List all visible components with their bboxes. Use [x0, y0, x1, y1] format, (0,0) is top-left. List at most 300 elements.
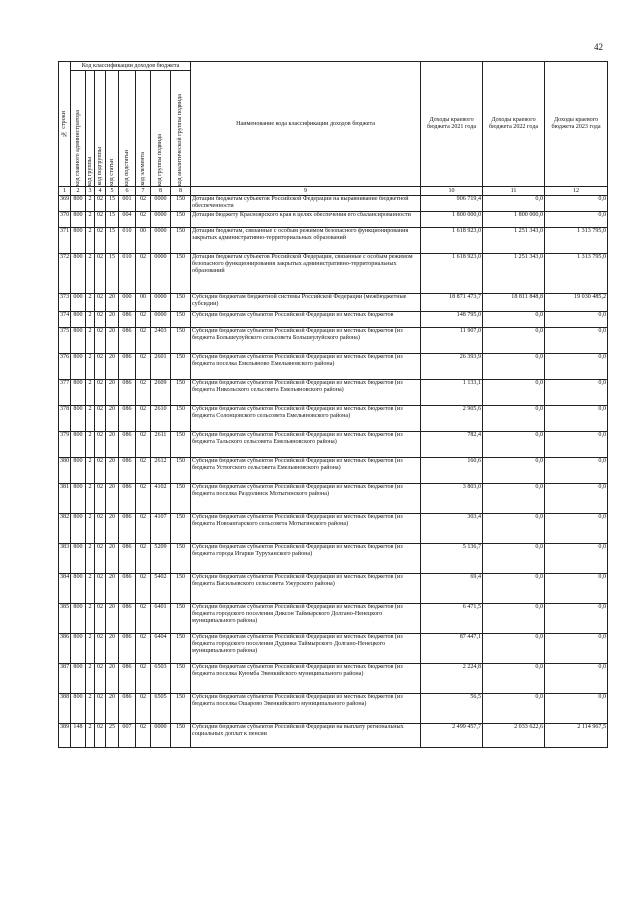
row-number: 370 [59, 212, 71, 228]
code-cell: 4107 [151, 514, 171, 544]
code-cell: 20 [106, 514, 119, 544]
row-number: 386 [59, 634, 71, 664]
row-number-header: № строки [59, 62, 71, 187]
income-2023-cell: 0,0 [545, 604, 608, 634]
column-number: 5 [106, 187, 119, 196]
code-cell: 02 [95, 432, 106, 458]
income-2022-cell: 0,0 [483, 432, 545, 458]
code-header: код подгруппы [95, 71, 106, 187]
income-2023-cell: 0,0 [545, 544, 608, 574]
name-cell: Субсидии бюджетам субъектов Российской Федерации из местных бюджетов (из бюджета поселка Раздолинск Мотыгинского района) [191, 484, 421, 514]
code-cell: 02 [136, 328, 151, 354]
income-2022-cell: 0,0 [483, 380, 545, 406]
income-2023-cell: 0,0 [545, 458, 608, 484]
column-number: 12 [545, 187, 608, 196]
income-2023-cell: 0,0 [545, 354, 608, 380]
income-2023-cell: 0,0 [545, 484, 608, 514]
name-cell: Субсидии бюджетам субъектов Российской Федерации из местных бюджетов (из бюджета городского поселения Диксон Таймырского Долгано-Ненецкого муниципального района) [191, 604, 421, 634]
code-cell: 800 [71, 354, 86, 380]
code-cell: 5402 [151, 574, 171, 604]
code-cell: 150 [171, 484, 191, 514]
code-cell: 800 [71, 228, 86, 254]
income-2022-cell: 0,0 [483, 694, 545, 724]
code-cell: 2612 [151, 458, 171, 484]
code-cell: 2 [86, 724, 95, 748]
code-cell: 086 [119, 574, 136, 604]
code-cell: 150 [171, 574, 191, 604]
row-number: 377 [59, 380, 71, 406]
code-cell: 20 [106, 664, 119, 694]
income-2023-cell: 0,0 [545, 574, 608, 604]
income-2022-cell: 0,0 [483, 634, 545, 664]
budget-revenue-table [58, 61, 608, 748]
income-2022-cell: 0,0 [483, 354, 545, 380]
code-cell: 086 [119, 328, 136, 354]
code-cell: 6401 [151, 604, 171, 634]
code-cell: 000 [71, 294, 86, 312]
code-cell: 000 [119, 294, 136, 312]
income-2022-cell: 0,0 [483, 544, 545, 574]
income-2023-cell: 0,0 [545, 212, 608, 228]
code-cell: 02 [136, 380, 151, 406]
code-cell: 20 [106, 294, 119, 312]
code-cell: 02 [136, 354, 151, 380]
code-cell: 20 [106, 432, 119, 458]
code-header: код элемента [136, 71, 151, 187]
code-cell: 0000 [151, 228, 171, 254]
code-cell: 2 [86, 694, 95, 724]
code-cell: 02 [95, 406, 106, 432]
code-cell: 2 [86, 458, 95, 484]
code-cell: 2 [86, 212, 95, 228]
income-2022-cell: 1 800 000,0 [483, 212, 545, 228]
row-number: 380 [59, 458, 71, 484]
income-2021-cell: 56,5 [421, 694, 483, 724]
name-column-header: Наименование кода классификации доходов бюджета [191, 62, 421, 187]
row-number: 375 [59, 328, 71, 354]
code-cell: 6503 [151, 664, 171, 694]
table-row [59, 544, 608, 574]
row-number: 388 [59, 694, 71, 724]
income-2021-cell: 87 447,1 [421, 634, 483, 664]
code-cell: 800 [71, 196, 86, 212]
income-2022-cell: 0,0 [483, 328, 545, 354]
code-cell: 2601 [151, 354, 171, 380]
code-cell: 15 [106, 254, 119, 294]
name-cell: Субсидии бюджетам субъектов Российской Федерации из местных бюджетов (из бюджета Тальского сельсовета Емельяновского района) [191, 432, 421, 458]
income-2023-cell: 0,0 [545, 312, 608, 328]
table-body [59, 196, 608, 748]
code-cell: 5209 [151, 544, 171, 574]
code-cell: 800 [71, 406, 86, 432]
code-cell: 086 [119, 406, 136, 432]
code-cell: 02 [136, 196, 151, 212]
code-cell: 086 [119, 664, 136, 694]
income-2021-cell: 303,4 [421, 514, 483, 544]
page-number: 42 [594, 42, 603, 52]
column-number: 7 [136, 187, 151, 196]
income-2021-cell: 782,4 [421, 432, 483, 458]
code-cell: 15 [106, 228, 119, 254]
income-2022-cell: 0,0 [483, 574, 545, 604]
code-cell: 02 [95, 574, 106, 604]
table-row [59, 212, 608, 228]
code-header: код главного администратора [71, 71, 86, 187]
code-cell: 02 [95, 694, 106, 724]
income-2021-cell: 1 133,1 [421, 380, 483, 406]
code-cell: 800 [71, 432, 86, 458]
code-cell: 086 [119, 484, 136, 514]
income-2021-cell: 160,6 [421, 458, 483, 484]
income-2023-cell: 0,0 [545, 432, 608, 458]
code-cell: 150 [171, 196, 191, 212]
code-cell: 800 [71, 574, 86, 604]
code-cell: 02 [95, 664, 106, 694]
income-2023-cell: 0,0 [545, 380, 608, 406]
code-cell: 150 [171, 724, 191, 748]
code-cell: 150 [171, 514, 191, 544]
table-row [59, 514, 608, 544]
code-cell: 0000 [151, 294, 171, 312]
code-cell: 02 [136, 664, 151, 694]
name-cell: Субсидии бюджетам субъектов Российской Федерации из местных бюджетов (из бюджета Никольского сельсовета Емельяновского района) [191, 380, 421, 406]
code-cell: 02 [95, 458, 106, 484]
code-cell: 0000 [151, 212, 171, 228]
code-cell: 20 [106, 380, 119, 406]
income-2021-cell: 148 795,0 [421, 312, 483, 328]
income-2023-header: Доходы краевого бюджета 2023 года [545, 62, 608, 187]
code-cell: 20 [106, 694, 119, 724]
code-cell: 2 [86, 544, 95, 574]
income-2021-header: Доходы краевого бюджета 2021 года [421, 62, 483, 187]
code-cell: 02 [136, 254, 151, 294]
row-number: 382 [59, 514, 71, 544]
code-cell: 02 [95, 380, 106, 406]
column-number: 4 [95, 187, 106, 196]
code-cell: 20 [106, 354, 119, 380]
code-cell: 010 [119, 228, 136, 254]
column-number: 10 [421, 187, 483, 196]
code-cell: 086 [119, 432, 136, 458]
income-2022-header: Доходы краевого бюджета 2022 года [483, 62, 545, 187]
code-cell: 02 [95, 312, 106, 328]
row-number: 374 [59, 312, 71, 328]
name-cell: Дотации бюджетам, связанные с особым режимом безопасного функционирования закрытых административно-территориальных образований [191, 228, 421, 254]
code-cell: 02 [136, 544, 151, 574]
column-number: 11 [483, 187, 545, 196]
code-header: код группы [86, 71, 95, 187]
column-number: 8 [151, 187, 171, 196]
column-number: 9 [191, 187, 421, 196]
code-cell: 02 [95, 634, 106, 664]
code-cell: 6404 [151, 634, 171, 664]
code-cell: 2 [86, 574, 95, 604]
income-2022-cell: 0,0 [483, 196, 545, 212]
code-cell: 800 [71, 212, 86, 228]
code-cell: 150 [171, 664, 191, 694]
code-cell: 02 [95, 294, 106, 312]
code-cell: 20 [106, 604, 119, 634]
name-cell: Дотации бюджетам субъектов Российской Федерации, связанные с особым режимом безопасного функционирования закрытых административно-территориальных образований [191, 254, 421, 294]
code-cell: 800 [71, 634, 86, 664]
name-cell: Субсидии бюджетам субъектов Российской Федерации из местных бюджетов (из бюджета Васильевского сельсовета Ужурского района) [191, 574, 421, 604]
code-cell: 2 [86, 196, 95, 212]
name-cell: Субсидии бюджетам субъектов Российской Федерации из местных бюджетов (из бюджета Устюгского сельсовета Емельяновского района) [191, 458, 421, 484]
income-2021-cell: 5 136,7 [421, 544, 483, 574]
income-2022-cell: 0,0 [483, 604, 545, 634]
code-cell: 02 [136, 604, 151, 634]
row-number: 381 [59, 484, 71, 514]
code-cell: 800 [71, 328, 86, 354]
code-cell: 2 [86, 228, 95, 254]
code-cell: 02 [136, 458, 151, 484]
code-cell: 150 [171, 294, 191, 312]
code-cell: 800 [71, 484, 86, 514]
code-cell: 02 [95, 544, 106, 574]
income-2023-cell: 2 114 967,5 [545, 724, 608, 748]
code-cell: 02 [136, 724, 151, 748]
column-number: 6 [119, 187, 136, 196]
income-2021-cell: 11 907,0 [421, 328, 483, 354]
code-cell: 02 [136, 432, 151, 458]
code-cell: 2 [86, 484, 95, 514]
code-cell: 02 [95, 328, 106, 354]
code-cell: 800 [71, 312, 86, 328]
income-2023-cell: 0,0 [545, 694, 608, 724]
code-cell: 150 [171, 544, 191, 574]
code-cell: 02 [95, 514, 106, 544]
code-cell: 086 [119, 354, 136, 380]
code-cell: 150 [171, 354, 191, 380]
column-numbers-row [59, 187, 608, 196]
code-cell: 150 [171, 328, 191, 354]
code-cell: 00 [136, 294, 151, 312]
name-cell: Субсидии бюджетам субъектов Российской Федерации из местных бюджетов (из бюджета городского поселения Дудинка Таймырского Долгано-Ненецкого муниципального района) [191, 634, 421, 664]
code-cell: 20 [106, 328, 119, 354]
code-cell: 150 [171, 694, 191, 724]
code-cell: 02 [136, 574, 151, 604]
code-cell: 02 [95, 196, 106, 212]
code-cell: 150 [171, 228, 191, 254]
code-cell: 2 [86, 406, 95, 432]
income-2023-cell: 0,0 [545, 514, 608, 544]
row-number: 387 [59, 664, 71, 694]
code-cell: 02 [95, 254, 106, 294]
code-cell: 086 [119, 514, 136, 544]
code-cell: 2 [86, 514, 95, 544]
income-2022-cell: 0,0 [483, 406, 545, 432]
table-row [59, 254, 608, 294]
code-cell: 2 [86, 312, 95, 328]
income-2022-cell: 1 251 343,0 [483, 228, 545, 254]
table-row [59, 196, 608, 212]
row-number: 376 [59, 354, 71, 380]
table-row [59, 432, 608, 458]
code-cell: 02 [136, 634, 151, 664]
income-2023-cell: 1 313 795,0 [545, 254, 608, 294]
name-cell: Субсидии бюджетам субъектов Российской Федерации из местных бюджетов (из бюджета поселка Ошарово Эвенкийского муниципального района) [191, 694, 421, 724]
code-cell: 2611 [151, 432, 171, 458]
income-2022-cell: 0,0 [483, 312, 545, 328]
code-cell: 20 [106, 458, 119, 484]
row-number: 383 [59, 544, 71, 574]
code-cell: 086 [119, 380, 136, 406]
name-cell: Дотации бюджетам субъектов Российской Федерации на выравнивание бюджетной обеспеченности [191, 196, 421, 212]
code-cell: 20 [106, 406, 119, 432]
code-cell: 0000 [151, 254, 171, 294]
code-cell: 150 [171, 458, 191, 484]
income-2023-cell: 19 030 485,2 [545, 294, 608, 312]
code-cell: 010 [119, 254, 136, 294]
code-cell: 004 [119, 212, 136, 228]
row-number: 369 [59, 196, 71, 212]
code-cell: 150 [171, 312, 191, 328]
classification-group-header: Код классификации доходов бюджета [71, 62, 191, 71]
code-cell: 2609 [151, 380, 171, 406]
code-cell: 2 [86, 634, 95, 664]
code-cell: 20 [106, 544, 119, 574]
income-2022-cell: 0,0 [483, 664, 545, 694]
income-2022-cell: 1 251 343,0 [483, 254, 545, 294]
code-cell: 150 [171, 604, 191, 634]
row-number: 389 [59, 724, 71, 748]
income-2023-cell: 0,0 [545, 406, 608, 432]
code-cell: 2 [86, 354, 95, 380]
code-cell: 800 [71, 694, 86, 724]
income-2022-cell: 2 033 622,6 [483, 724, 545, 748]
code-cell: 15 [106, 212, 119, 228]
code-cell: 0000 [151, 312, 171, 328]
code-cell: 0000 [151, 724, 171, 748]
code-cell: 02 [136, 484, 151, 514]
table-row [59, 664, 608, 694]
income-2023-cell: 0,0 [545, 664, 608, 694]
code-cell: 02 [95, 604, 106, 634]
code-cell: 2 [86, 664, 95, 694]
code-header: код группы подвида [151, 71, 171, 187]
code-cell: 02 [136, 312, 151, 328]
code-cell: 4102 [151, 484, 171, 514]
income-2021-cell: 1 618 923,0 [421, 254, 483, 294]
code-cell: 0000 [151, 196, 171, 212]
income-2021-cell: 2 905,6 [421, 406, 483, 432]
code-cell: 20 [106, 574, 119, 604]
code-cell: 20 [106, 484, 119, 514]
code-cell: 800 [71, 254, 86, 294]
name-cell: Субсидии бюджетам субъектов Российской Федерации из местных бюджетов (из бюджета Новоангарского сельсовета Мотыгинского района) [191, 514, 421, 544]
table-row [59, 328, 608, 354]
code-cell: 02 [136, 514, 151, 544]
table-row [59, 406, 608, 432]
code-cell: 086 [119, 544, 136, 574]
code-cell: 800 [71, 664, 86, 694]
income-2021-cell: 3 803,0 [421, 484, 483, 514]
code-cell: 00 [136, 228, 151, 254]
row-number: 379 [59, 432, 71, 458]
code-cell: 2 [86, 604, 95, 634]
code-cell: 2403 [151, 328, 171, 354]
income-2021-cell: 2 224,8 [421, 664, 483, 694]
income-2022-cell: 0,0 [483, 514, 545, 544]
name-cell: Субсидии бюджетам субъектов Российской Федерации на выплату региональных социальных доплат к пенсии [191, 724, 421, 748]
code-cell: 2610 [151, 406, 171, 432]
code-cell: 2 [86, 294, 95, 312]
code-cell: 800 [71, 544, 86, 574]
code-cell: 15 [106, 196, 119, 212]
code-cell: 2 [86, 328, 95, 354]
code-cell: 150 [171, 380, 191, 406]
code-header: код аналитической группы подвида [171, 71, 191, 187]
code-cell: 20 [106, 312, 119, 328]
row-number: 373 [59, 294, 71, 312]
table-row [59, 458, 608, 484]
income-2021-cell: 1 800 000,0 [421, 212, 483, 228]
table-row [59, 724, 608, 748]
code-cell: 02 [95, 212, 106, 228]
table-row [59, 228, 608, 254]
code-cell: 150 [171, 406, 191, 432]
table-row [59, 484, 608, 514]
code-cell: 02 [136, 406, 151, 432]
table-row [59, 312, 608, 328]
name-cell: Субсидии бюджетам субъектов Российской Федерации из местных бюджетов (из бюджета Солонцовского сельсовета Емельяновского района) [191, 406, 421, 432]
table-row [59, 694, 608, 724]
income-2021-cell: 1 618 923,0 [421, 228, 483, 254]
row-number: 371 [59, 228, 71, 254]
name-cell: Дотация бюджету Красноярского края в целях обеспечения его сбалансированности [191, 212, 421, 228]
table-row [59, 380, 608, 406]
row-number: 378 [59, 406, 71, 432]
code-cell: 2 [86, 254, 95, 294]
code-cell: 007 [119, 724, 136, 748]
row-number: 385 [59, 604, 71, 634]
code-cell: 001 [119, 196, 136, 212]
income-2022-cell: 0,0 [483, 458, 545, 484]
table-row [59, 294, 608, 312]
name-cell: Субсидии бюджетам субъектов Российской Федерации из местных бюджетов [191, 312, 421, 328]
code-cell: 086 [119, 458, 136, 484]
code-cell: 02 [95, 724, 106, 748]
code-cell: 086 [119, 694, 136, 724]
code-cell: 150 [171, 634, 191, 664]
code-header: код статьи [106, 71, 119, 187]
row-number: 372 [59, 254, 71, 294]
column-number: 1 [59, 187, 71, 196]
code-cell: 150 [171, 254, 191, 294]
row-number: 384 [59, 574, 71, 604]
code-cell: 148 [71, 724, 86, 748]
income-2021-cell: 26 393,9 [421, 354, 483, 380]
table-row [59, 354, 608, 380]
name-cell: Субсидии бюджетам субъектов Российской Федерации из местных бюджетов (из бюджета Большеулуйского сельсовета Большеулуйского района) [191, 328, 421, 354]
column-number: 2 [71, 187, 86, 196]
income-2021-cell: 906 719,4 [421, 196, 483, 212]
income-2023-cell: 0,0 [545, 328, 608, 354]
table-row [59, 604, 608, 634]
code-cell: 02 [95, 354, 106, 380]
code-cell: 150 [171, 432, 191, 458]
code-cell: 086 [119, 604, 136, 634]
code-cell: 20 [106, 634, 119, 664]
code-header: код подстатьи [119, 71, 136, 187]
code-cell: 086 [119, 634, 136, 664]
income-2021-cell: 69,4 [421, 574, 483, 604]
income-2022-cell: 0,0 [483, 484, 545, 514]
code-cell: 086 [119, 312, 136, 328]
code-cell: 6505 [151, 694, 171, 724]
code-cell: 150 [171, 212, 191, 228]
code-cell: 02 [136, 694, 151, 724]
